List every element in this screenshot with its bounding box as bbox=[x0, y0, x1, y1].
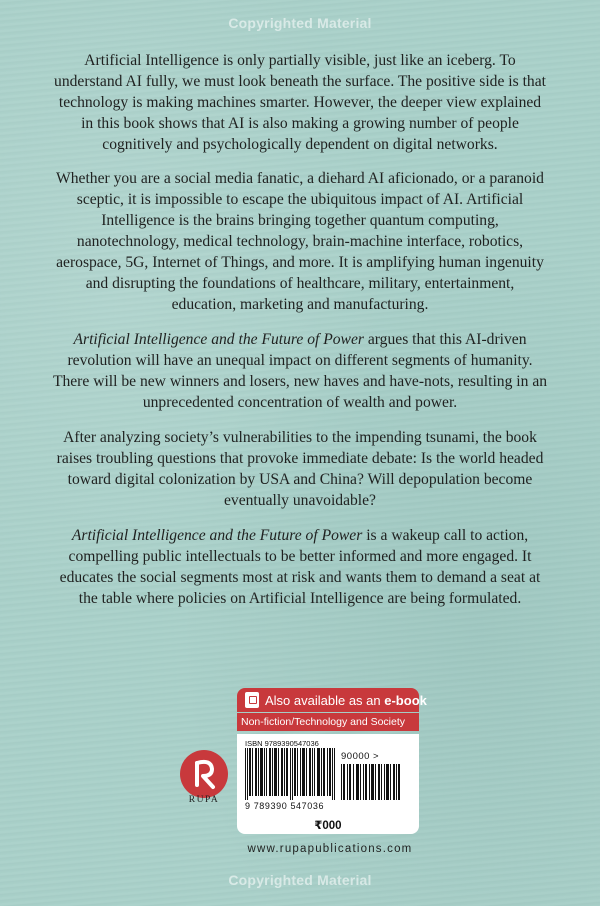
addon-barcode-icon bbox=[341, 764, 401, 800]
paragraph-5-text: is a wakeup call to action, compelling public intellectuals to be better informed and more engaged. It educates the social segments most at risk and wants them to demand a seat at the table where policies on Artificial Intelligence are being formulated. bbox=[59, 527, 541, 607]
barcode-icon bbox=[245, 748, 337, 800]
rupa-logo-icon bbox=[179, 749, 229, 799]
paragraph-2: Whether you are a social media fanatic, a diehard AI aficionado, or a paranoid sceptic, it is impossible to escape the ubiquitous impact of AI. Artificial Intelligence is the brains bringing together quantum computing, nanotechnology, medical technology, brain-machine interface, robotics, aerospace, 5G, Internet of Things, and more. It is amplifying human ingenuity and disrupting the foundations of healthcare, military, entertainment, education, marketing and manufacturing. bbox=[56, 170, 544, 313]
watermark-top: Copyrighted Material bbox=[228, 15, 372, 31]
ebook-badge bbox=[237, 688, 427, 712]
isbn-label: ISBN 9789390547036 bbox=[245, 739, 319, 748]
price-code: 90000 > bbox=[341, 751, 380, 762]
paragraph-3 bbox=[52, 329, 548, 413]
paragraph-5 bbox=[52, 525, 548, 609]
publisher-website: www.rupapublications.com bbox=[247, 843, 413, 855]
paragraph-3-text: argues that this AI-driven revolution will have an unequal impact on different segments of humanity. There will be new winners and losers, new haves and have-nots, resulting in an unprecedented concentration of wealth and power. bbox=[52, 331, 548, 411]
ebook-icon bbox=[245, 692, 259, 708]
book-title-italic: Artificial Intelligence and the Future of Power bbox=[73, 331, 364, 348]
ebook-label-prefix: Also available as an bbox=[265, 692, 385, 708]
isbn-digits: 9 789390 547036 bbox=[245, 801, 325, 811]
ebook-label bbox=[265, 693, 427, 708]
blurb-text bbox=[52, 50, 548, 623]
book-title-italic: Artificial Intelligence and the Future of Power bbox=[71, 527, 363, 544]
price: ₹000 bbox=[314, 820, 342, 832]
ebook-label-bold: e-book bbox=[384, 692, 427, 708]
paragraph-1: Artificial Intelligence is only partially visible, just like an iceberg. To understand AI fully, we must look beneath the surface. The positive side is that technology is making machines smarter. However, the deeper view explained in this book shows that AI is also making a growing number of people cognitively and psychologically dependent on digital networks. bbox=[54, 52, 546, 153]
logo-text: RUPA bbox=[188, 795, 220, 805]
watermark-bottom: Copyrighted Material bbox=[228, 872, 372, 888]
paragraph-4: After analyzing society’s vulnerabilities to the impending tsunami, the book raises troubling questions that provoke immediate debate: Is the world headed toward digital colonization by USA and China? Will depopulation become eventually unavoidable? bbox=[56, 429, 544, 509]
category-label: Non-fiction/Technology and Society bbox=[237, 713, 419, 731]
barcode-panel bbox=[237, 734, 419, 834]
